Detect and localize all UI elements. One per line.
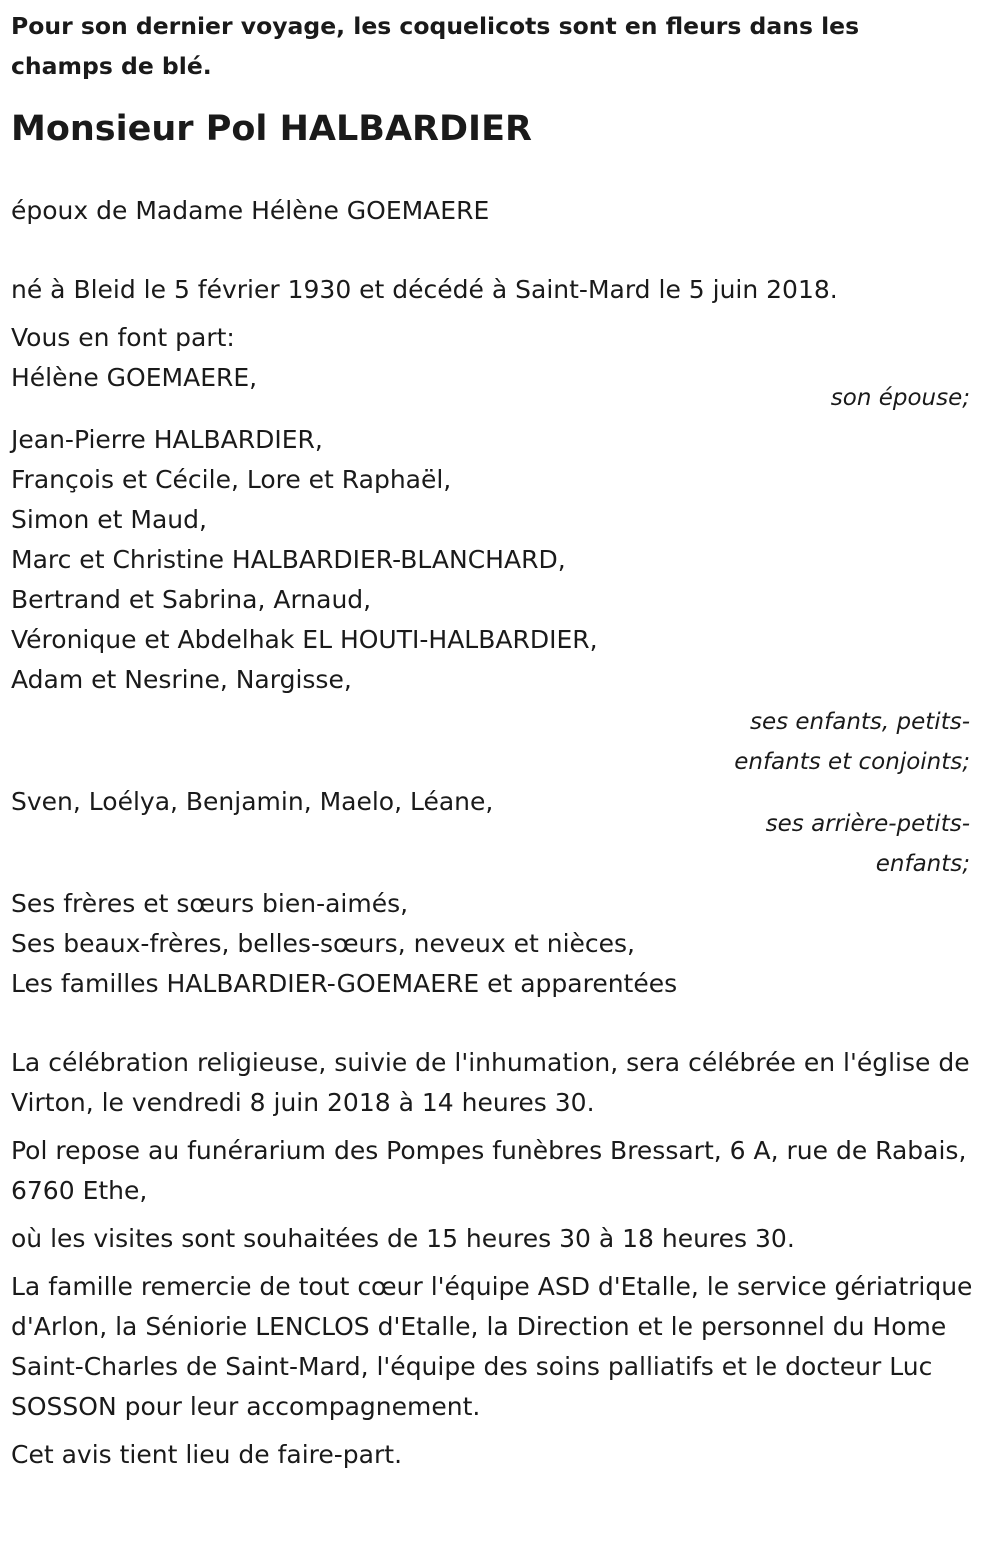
relation-label-spouse: son épouse; — [830, 385, 970, 411]
extended-family — [11, 884, 970, 1004]
ceremony-text: La célébration religieuse, suivie de l'inhumation, sera célébrée en l'église de Virton, le vendredi 8 juin 2018 à 14 heures 30. — [11, 1048, 970, 1117]
family-name-line: Jean-Pierre HALBARDIER, — [11, 425, 323, 454]
extended-family-line: Ses frères et sœurs bien-aimés, — [11, 889, 409, 918]
family-name-line: Simon et Maud, — [11, 505, 207, 534]
extended-family-line: Ses beaux-frères, belles-sœurs, neveux et nièces, — [11, 929, 635, 958]
intro-text: Pour son dernier voyage, les coquelicots sont en fleurs dans les champs de blé. — [11, 12, 860, 80]
announce-text: Vous en font part: — [11, 323, 235, 352]
extended-family-line: Les familles HALBARDIER-GOEMAERE et apparentées — [11, 969, 678, 998]
family-name-line: Marc et Christine HALBARDIER-BLANCHARD, — [11, 545, 566, 574]
relation-label-great-grandchildren: ses arrière-petits-enfants; — [765, 811, 970, 877]
children-group — [11, 420, 970, 782]
relation-label-children: ses enfants, petits-enfants et conjoints; — [734, 709, 970, 775]
family-name-line: François et Cécile, Lore et Raphaël, — [11, 465, 452, 494]
thanks-text: La famille remercie de tout cœur l'équipe ASD d'Etalle, le service gériatrique d'Arlon, la Séniorie LENCLOS d'Etalle, la Direction et le personnel du Home Saint-Charles de Saint-Mard, l'équipe des soins palliatifs et le docteur Luc SOSSON pour leur accompagnement. — [11, 1272, 973, 1421]
family-name-line: Sven, Loélya, Benjamin, Maelo, Léane, — [11, 787, 494, 816]
birth-death-text: né à Bleid le 5 février 1930 et décédé à Saint-Mard le 5 juin 2018. — [11, 275, 838, 304]
family-name-line: Véronique et Abdelhak EL HOUTI-HALBARDIER, — [11, 625, 598, 654]
visits-text: où les visites sont souhaitées de 15 heures 30 à 18 heures 30. — [11, 1224, 795, 1253]
great-grandchildren-group — [11, 782, 970, 884]
spouse-group — [11, 358, 970, 418]
family-name-line: Hélène GOEMAERE, — [11, 363, 258, 392]
funerarium-text: Pol repose au funérarium des Pompes funèbres Bressart, 6 A, rue de Rabais, 6760 Ethe, — [11, 1136, 967, 1205]
deceased-name: Monsieur Pol HALBARDIER — [11, 109, 532, 149]
spouse-of-text: époux de Madame Hélène GOEMAERE — [11, 196, 490, 225]
closing-text: Cet avis tient lieu de faire-part. — [11, 1440, 403, 1469]
family-name-line: Adam et Nesrine, Nargisse, — [11, 665, 352, 694]
family-name-line: Bertrand et Sabrina, Arnaud, — [11, 585, 372, 614]
